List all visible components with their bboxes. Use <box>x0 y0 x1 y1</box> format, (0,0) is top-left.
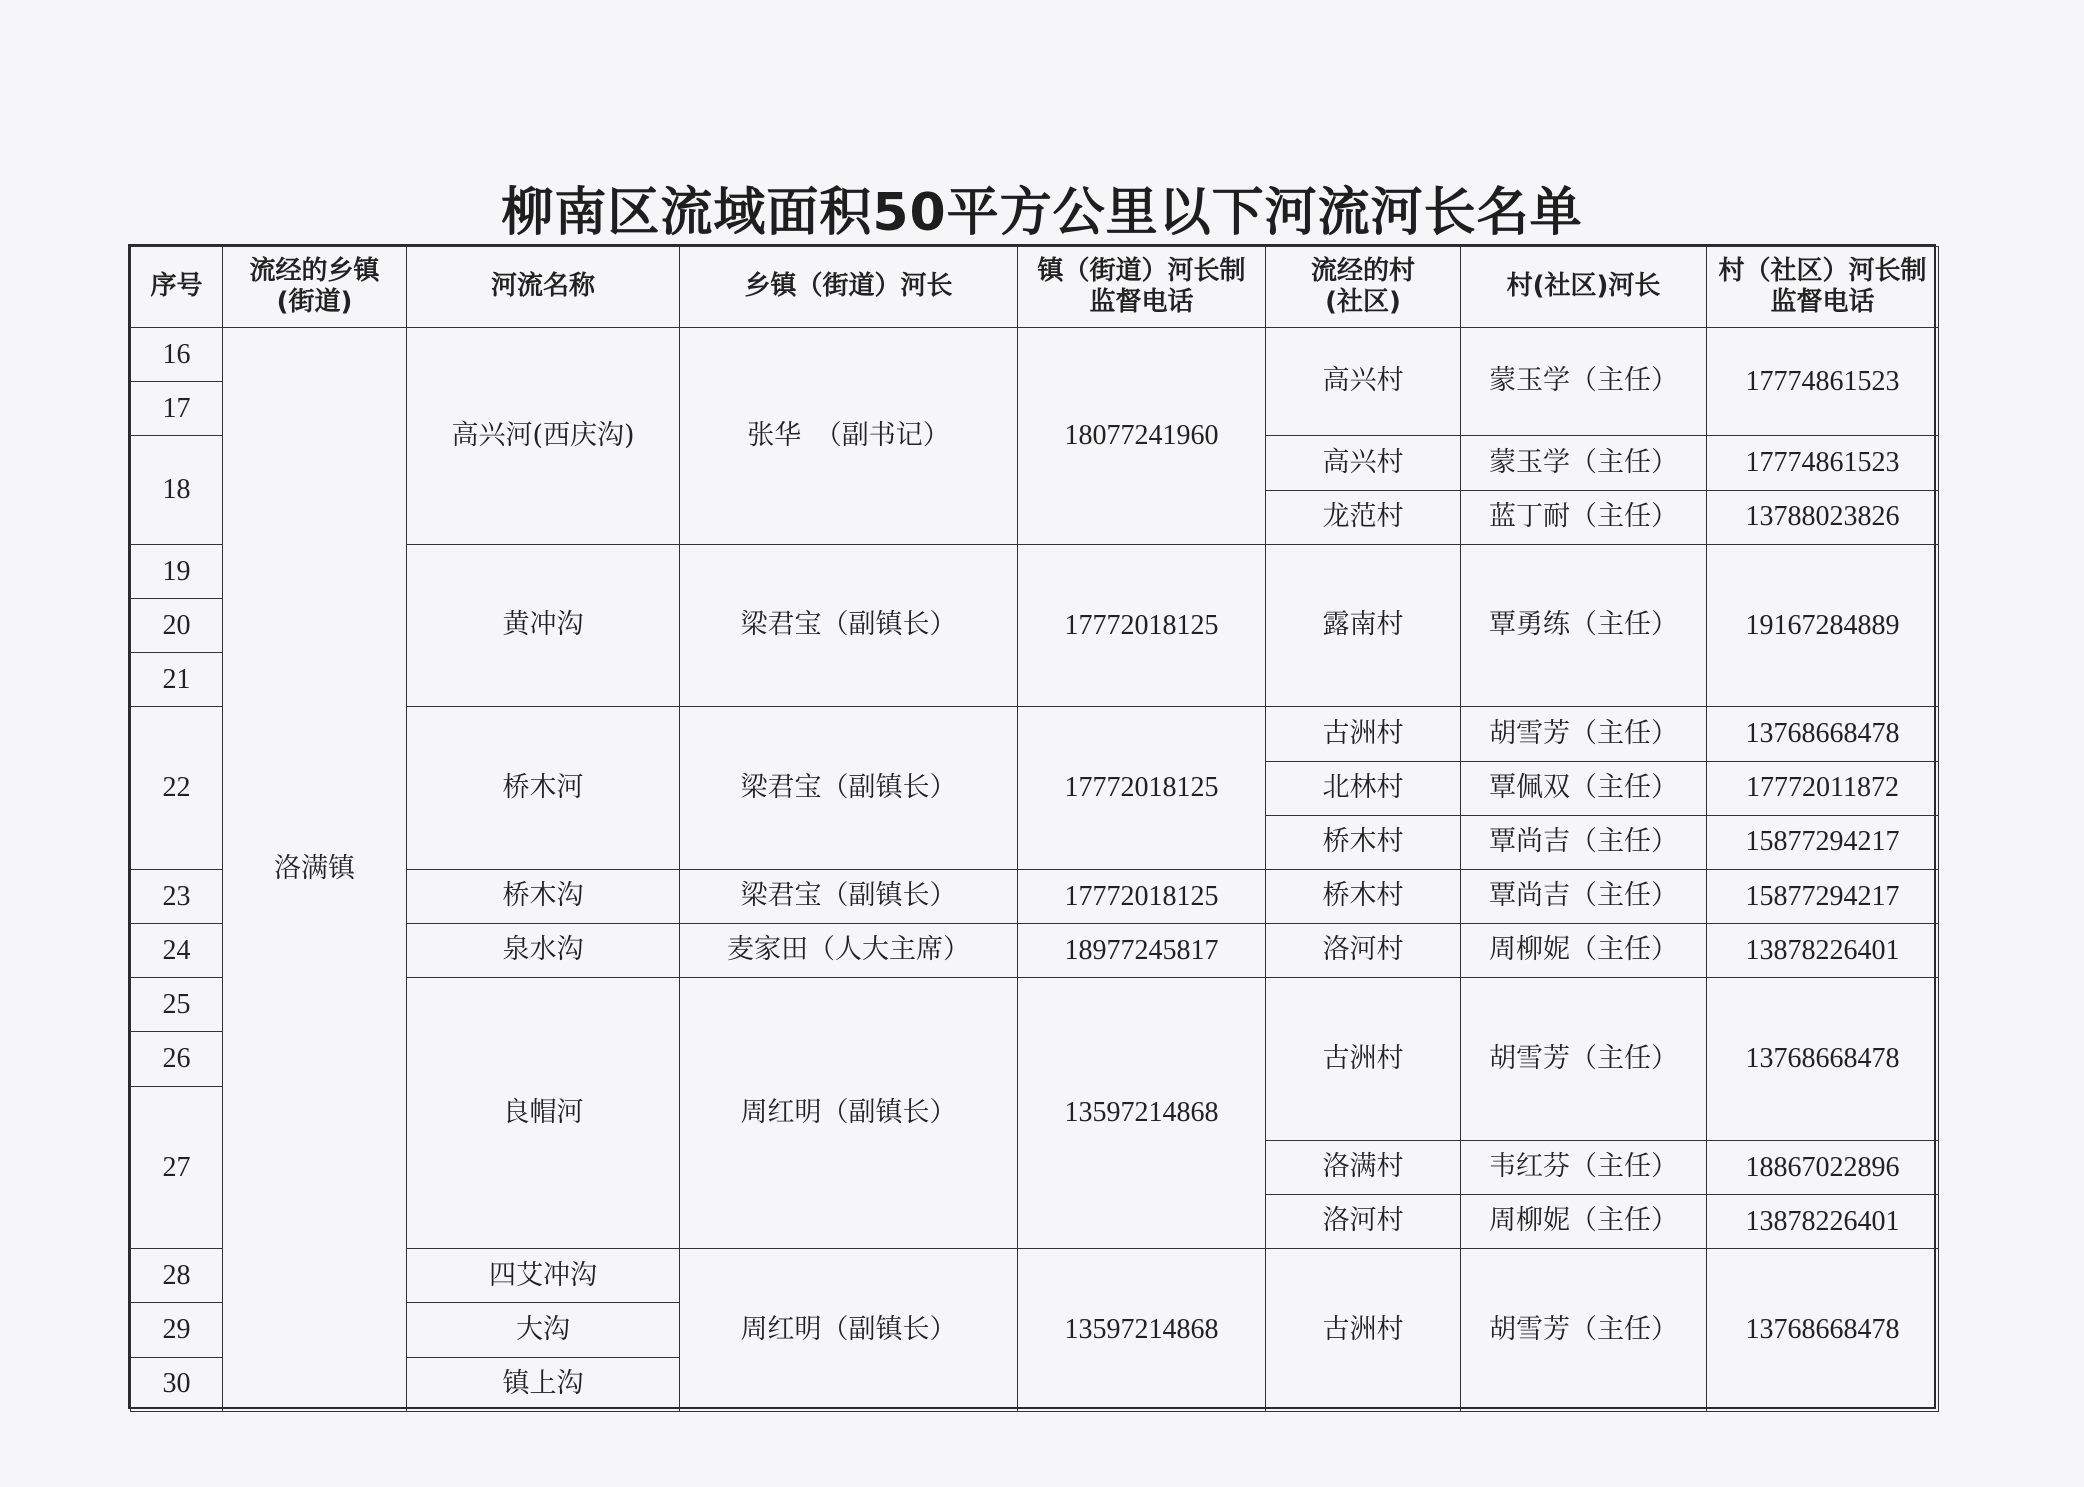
header-seq: 序号 <box>131 247 223 328</box>
seq-cell: 27 <box>131 1086 223 1249</box>
river-name-cell: 泉水沟 <box>407 924 680 978</box>
village-chief-cell: 蒙玉学（主任） <box>1461 328 1707 436</box>
river-name-cell: 黄冲沟 <box>407 544 680 707</box>
header-river-name: 河流名称 <box>407 247 680 328</box>
village-phone-cell: 15877294217 <box>1707 869 1939 923</box>
seq-cell: 21 <box>131 653 223 707</box>
village-phone-cell: 19167284889 <box>1707 544 1939 707</box>
river-name-cell: 镇上沟 <box>407 1357 680 1411</box>
header-village-chief: 村(社区)河长 <box>1461 247 1707 328</box>
river-name-cell: 四艾冲沟 <box>407 1249 680 1303</box>
village-chief-cell: 韦红芬（主任） <box>1461 1140 1707 1194</box>
river-name-cell: 桥木沟 <box>407 869 680 923</box>
header-town-chief: 乡镇（街道）河长 <box>680 247 1018 328</box>
village-cell: 高兴村 <box>1266 436 1461 490</box>
town-chief-cell: 周红明（副镇长） <box>680 978 1018 1249</box>
town-chief-cell: 张华 （副书记） <box>680 328 1018 545</box>
village-cell: 古洲村 <box>1266 707 1461 761</box>
village-chief-cell: 覃佩双（主任） <box>1461 761 1707 815</box>
village-chief-cell: 蒙玉学（主任） <box>1461 436 1707 490</box>
seq-cell: 25 <box>131 978 223 1032</box>
town-phone-cell: 18977245817 <box>1018 924 1266 978</box>
village-phone-cell: 13878226401 <box>1707 1195 1939 1249</box>
village-chief-cell: 胡雪芳（主任） <box>1461 1249 1707 1412</box>
village-cell: 北林村 <box>1266 761 1461 815</box>
seq-cell: 18 <box>131 436 223 544</box>
village-cell: 高兴村 <box>1266 328 1461 436</box>
seq-cell: 20 <box>131 598 223 652</box>
village-phone-cell: 13768668478 <box>1707 707 1939 761</box>
village-cell: 桥木村 <box>1266 815 1461 869</box>
seq-cell: 30 <box>131 1357 223 1411</box>
village-phone-cell: 13768668478 <box>1707 1249 1939 1412</box>
village-phone-cell: 17772011872 <box>1707 761 1939 815</box>
village-chief-cell: 覃尚吉（主任） <box>1461 815 1707 869</box>
town-phone-cell: 17772018125 <box>1018 869 1266 923</box>
town-chief-cell: 梁君宝（副镇长） <box>680 869 1018 923</box>
header-town <box>223 247 407 328</box>
town-phone-cell: 17772018125 <box>1018 707 1266 870</box>
header-village-phone-line2: 监督电话 <box>1770 287 1875 317</box>
town-chief-cell: 梁君宝（副镇长） <box>680 544 1018 707</box>
header-town-phone-line2: 监督电话 <box>1089 287 1194 317</box>
village-chief-cell: 胡雪芳（主任） <box>1461 707 1707 761</box>
village-phone-cell: 13788023826 <box>1707 490 1939 544</box>
header-town-phone <box>1018 247 1266 328</box>
header-village-phone-line1: 村（社区）河长制 <box>1718 255 1927 286</box>
village-cell: 洛满村 <box>1266 1140 1461 1194</box>
header-village-line1: 流经的村 <box>1310 255 1415 286</box>
header-town-line2: (街道) <box>276 287 353 317</box>
seq-cell: 22 <box>131 707 223 870</box>
seq-cell: 28 <box>131 1249 223 1303</box>
header-village <box>1266 247 1461 328</box>
seq-cell: 29 <box>131 1303 223 1357</box>
river-name-cell: 高兴河(西庆沟) <box>407 328 680 545</box>
seq-cell: 16 <box>131 328 223 382</box>
town-phone-cell: 13597214868 <box>1018 978 1266 1249</box>
village-cell: 古洲村 <box>1266 1249 1461 1412</box>
header-row <box>131 247 1939 328</box>
table-row <box>131 328 1939 382</box>
seq-cell: 26 <box>131 1032 223 1086</box>
village-chief-cell: 周柳妮（主任） <box>1461 924 1707 978</box>
seq-cell: 17 <box>131 382 223 436</box>
town-cell: 洛满镇 <box>223 328 407 1412</box>
village-phone-cell: 18867022896 <box>1707 1140 1939 1194</box>
river-name-cell: 良帽河 <box>407 978 680 1249</box>
village-cell: 洛河村 <box>1266 1195 1461 1249</box>
document-title: 柳南区流域面积50平方公里以下河流河长名单 <box>501 183 1583 243</box>
village-phone-cell: 13878226401 <box>1707 924 1939 978</box>
header-village-line2: (社区) <box>1325 287 1401 317</box>
village-chief-cell: 周柳妮（主任） <box>1461 1195 1707 1249</box>
village-phone-cell: 15877294217 <box>1707 815 1939 869</box>
village-chief-cell: 胡雪芳（主任） <box>1461 978 1707 1141</box>
seq-cell: 24 <box>131 924 223 978</box>
header-town-phone-line1: 镇（街道）河长制 <box>1037 255 1246 286</box>
village-cell: 龙范村 <box>1266 490 1461 544</box>
seq-cell: 19 <box>131 544 223 598</box>
river-name-cell: 桥木河 <box>407 707 680 870</box>
river-name-cell: 大沟 <box>407 1303 680 1357</box>
seq-cell: 23 <box>131 869 223 923</box>
village-cell: 洛河村 <box>1266 924 1461 978</box>
village-phone-cell: 17774861523 <box>1707 328 1939 436</box>
town-phone-cell: 18077241960 <box>1018 328 1266 545</box>
village-cell: 桥木村 <box>1266 869 1461 923</box>
table <box>130 246 1939 1412</box>
town-chief-cell: 麦家田（人大主席） <box>680 924 1018 978</box>
village-phone-cell: 13768668478 <box>1707 978 1939 1141</box>
village-phone-cell: 17774861523 <box>1707 436 1939 490</box>
village-cell: 古洲村 <box>1266 978 1461 1141</box>
header-town-line1: 流经的乡镇 <box>249 255 380 286</box>
header-village-phone <box>1707 247 1939 328</box>
village-chief-cell: 覃勇练（主任） <box>1461 544 1707 707</box>
village-chief-cell: 覃尚吉（主任） <box>1461 869 1707 923</box>
town-phone-cell: 17772018125 <box>1018 544 1266 707</box>
village-chief-cell: 蓝丁耐（主任） <box>1461 490 1707 544</box>
town-chief-cell: 梁君宝（副镇长） <box>680 707 1018 870</box>
town-phone-cell: 13597214868 <box>1018 1249 1266 1412</box>
town-chief-cell: 周红明（副镇长） <box>680 1249 1018 1412</box>
river-chief-table <box>128 244 1936 1409</box>
village-cell: 露南村 <box>1266 544 1461 707</box>
